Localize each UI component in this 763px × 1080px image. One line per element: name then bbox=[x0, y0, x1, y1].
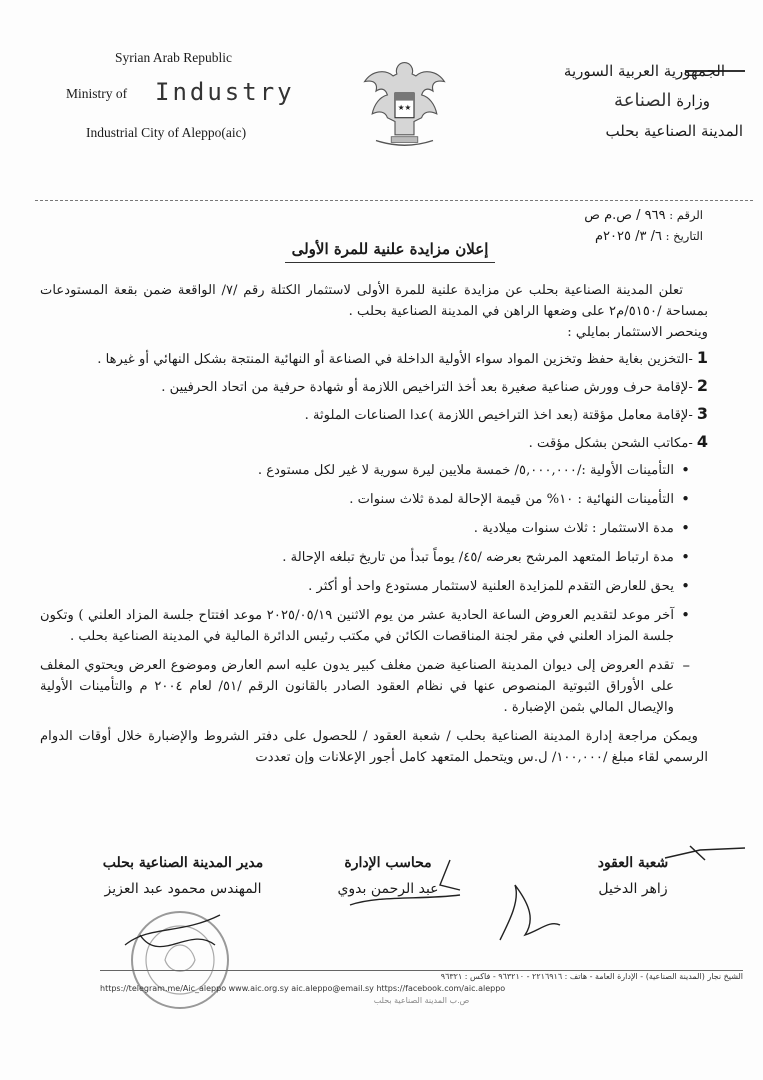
footer-contacts: https://telegram.me/Aic_aleppo www.aic.org.sy aic.aleppo@email.sy https://facebook.com/aic.aleppo bbox=[100, 984, 506, 993]
list-item: • مدة الاستثمار : ثلاث سنوات ميلادية . bbox=[40, 518, 688, 539]
conditions-list bbox=[40, 460, 708, 718]
header-city-en: Industrial City of Aleppo(aic) bbox=[86, 125, 247, 140]
signature-contracts: شعبة العقود زاهر الدخيل bbox=[597, 855, 669, 897]
header-ministry-handwritten-ar: الصناعة bbox=[614, 90, 672, 111]
header-ministry-handwritten-en: Industry bbox=[155, 78, 295, 106]
list-item: • التأمينات الأولية :/٥,٠٠٠,٠٠٠/ خمسة ملايين ليرة سورية لا غير لكل مستودع . bbox=[40, 460, 688, 481]
header-country-ar: الجمهورية العربية السورية bbox=[563, 62, 725, 80]
footer-address: الشيخ نجار (المدينة الصناعية) - الإدارة العامة - هاتف : ٢٢١٦٩١٦ - ٩٦٣٢١٠ - فاكس : ٩٦٣٢١ bbox=[440, 972, 743, 981]
document-body bbox=[40, 280, 708, 768]
list-item: 2-لإقامة حرف وورش صناعية صغيرة بعد أخذ التراخيص اللازمة أو شهادة حرفية من اتحاد الحرفيين . bbox=[161, 376, 708, 395]
svg-text:★★: ★★ bbox=[397, 103, 412, 113]
list-item: • يحق للعارض التقدم للمزايدة العلنية لاستثمار مستودع واحد أو أكثر . bbox=[40, 576, 688, 597]
list-item: • مدة ارتباط المتعهد المرشح بعرضه /٤٥/ يوماً تبدأ من تاريخ تبلغه الإحالة . bbox=[40, 547, 688, 568]
scope-list bbox=[40, 347, 708, 454]
signature-scribble bbox=[490, 880, 570, 950]
title-underline bbox=[285, 262, 495, 263]
footer-pobox: ص.ب المدينة الصناعية بحلب bbox=[373, 996, 470, 1005]
reference-date: التاريخ : ٦/ ٣/ ٢٠٢٥م bbox=[594, 229, 703, 244]
header-divider bbox=[35, 200, 753, 201]
signature-director: مدير المدينة الصناعية بحلب المهندس محمود عبد العزيز bbox=[102, 855, 264, 897]
scope-line: وينحصر الاستثمار بمايلي : bbox=[567, 325, 708, 340]
document-title: إعلان مزايدة علنية للمرة الأولى bbox=[291, 240, 489, 258]
signature-scribble bbox=[660, 838, 750, 868]
reference-block bbox=[584, 205, 703, 247]
intro-paragraph: تعلن المدينة الصناعية بحلب عن مزايدة علنية للمرة الأولى لاستثمار الكتلة رقم /٧/ الواقعة ضمن بقعة المستودعات بمساحة /٥١٥٠/م٢ على وضعها الراهن في المدينة الصناعية بحلب . bbox=[40, 283, 708, 319]
syrian-eagle-emblem bbox=[357, 55, 452, 150]
document-footer bbox=[100, 970, 743, 1007]
header-ministry-prefix-en: Ministry of bbox=[66, 86, 128, 101]
header-country-en: Syrian Arab Republic bbox=[115, 50, 232, 65]
signature-accountant: محاسب الإدارة عبد الرحمن بدوي bbox=[337, 855, 439, 897]
reference-number: الرقم : ٩٦٩ / ص.م ص bbox=[584, 208, 703, 223]
list-item: – تقدم العروض إلى ديوان المدينة الصناعية ضمن مغلف كبير يدون عليه اسم العارض وموضوع العرض ويحتوي المغلف على الأوراق الثبوتية المنصوص عنها في نظام العقود الصادر بالقانون الرقم /٥١/ لعام ٢٠٠٤ م والتأمينات الأولية والإيصال المالي بثمن الإضبارة . bbox=[40, 655, 688, 718]
list-item: 3-لإقامة معامل مؤقتة (بعد اخذ التراخيص اللازمة )عدا الصناعات الملوثة . bbox=[304, 404, 708, 423]
header-city-ar: المدينة الصناعية بحلب bbox=[605, 122, 743, 140]
list-item: 4-مكاتب الشحن بشكل مؤقت . bbox=[528, 432, 708, 451]
list-item: • التأمينات النهائية : ١٠% من قيمة الإحالة لمدة ثلاث سنوات . bbox=[40, 489, 688, 510]
closing-paragraph: ويمكن مراجعة إدارة المدينة الصناعية بحلب / شعبة العقود / للحصول على دفتر الشروط والإضبارة خلال أوقات الدوام الرسمي لقاء مبلغ /١٠٠,٠٠٠/ ل.س ويتحمل المتعهد كامل أجور الإعلانات وإن تعددت bbox=[40, 729, 708, 765]
list-item: • آخر موعد لتقديم العروض الساعة الحادية عشر من يوم الاثنين ٢٠٢٥/٠٥/١٩ موعد افتتاح جلسة المزاد العلني ) وتكون جلسة المزاد العلني في مقر لجنة المناقصات الكائن في مكتب رئيس الدائرة المالية في المدينة الصناعية بحلب . bbox=[40, 605, 688, 647]
signature-scribble bbox=[330, 855, 470, 925]
list-item: 1-التخزين بغاية حفظ وتخزين المواد سواء الأولية الداخلة في الصناعة أو النهائية المنتجة بشكل النهائي أو غيرها . bbox=[97, 348, 708, 367]
header-ministry-ar: وزارة الصناعة bbox=[614, 90, 710, 111]
